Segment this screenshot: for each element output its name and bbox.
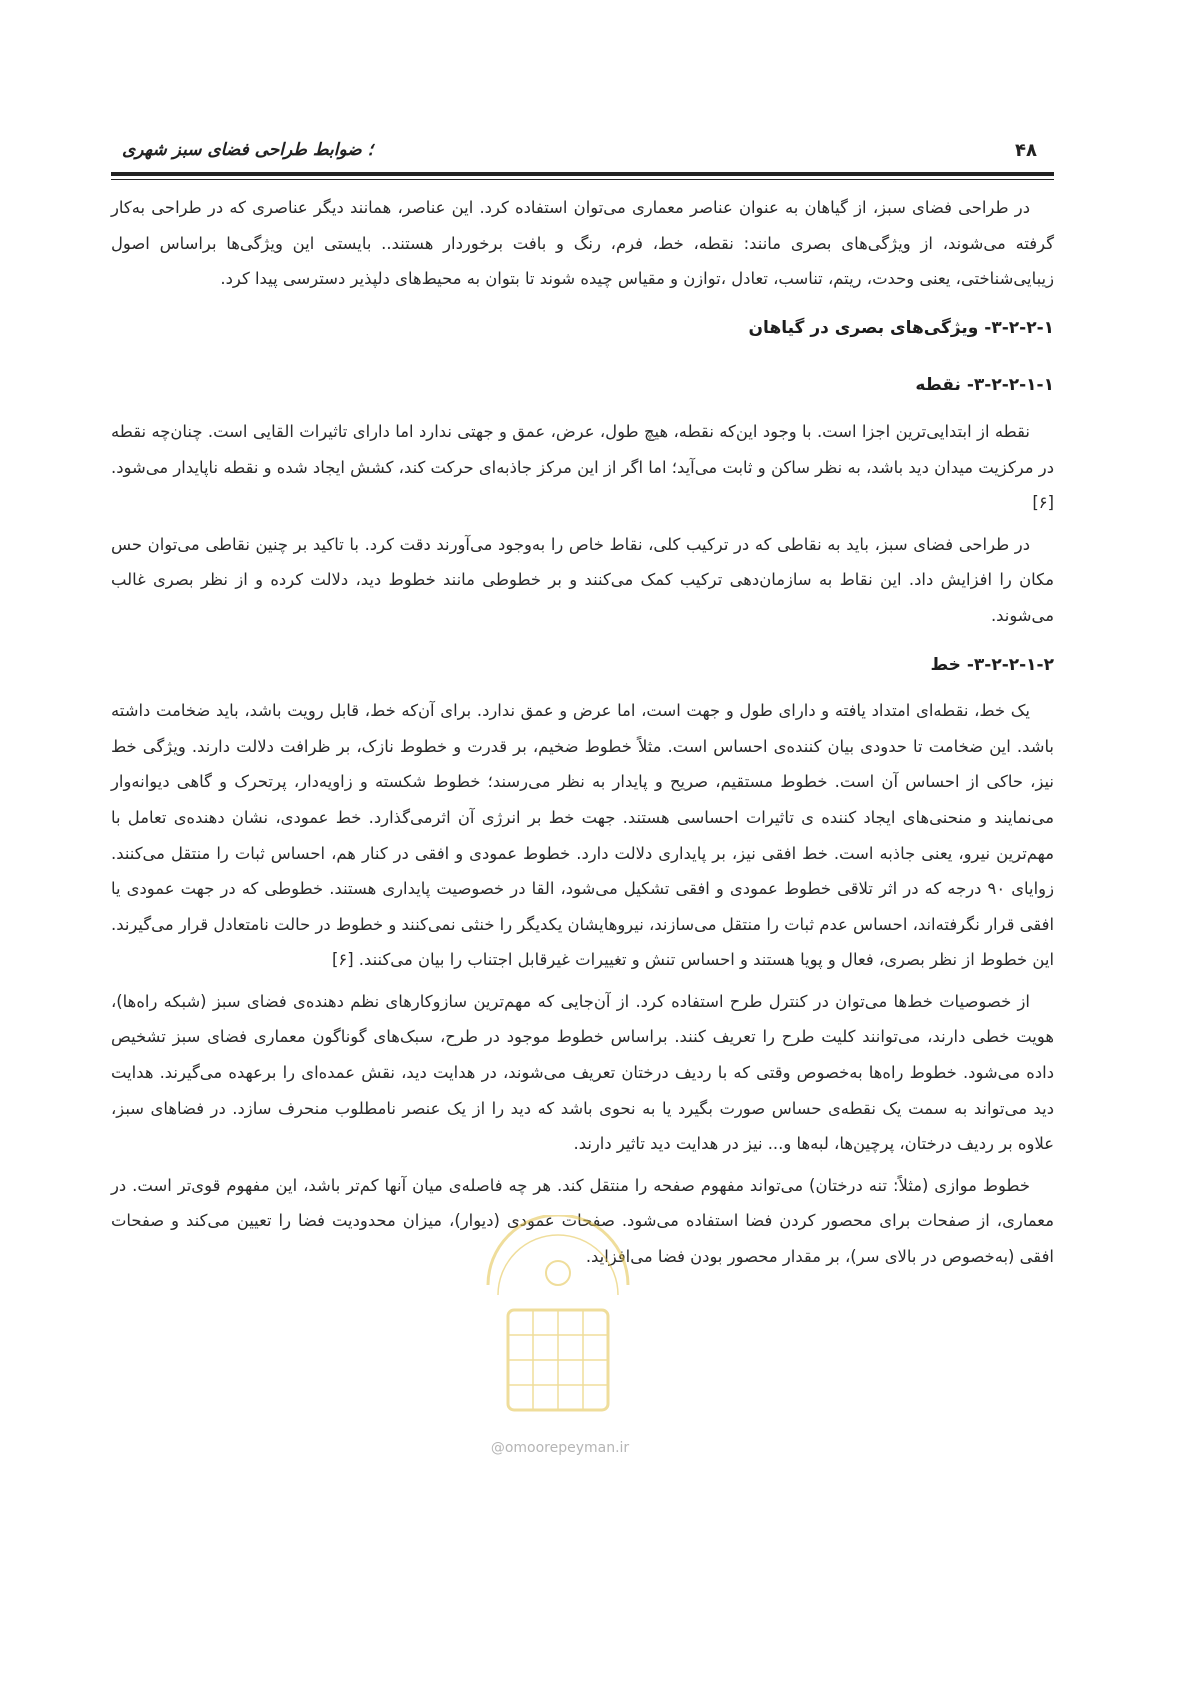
watermark-logo-icon <box>468 1215 648 1465</box>
header-rule-thick <box>111 172 1054 176</box>
paragraph: در طراحی فضای سبز، باید به نقاطی که در ترکیب کلی، نقاط خاص را به‌وجود می‌آورند دقت کرد. با تاکید بر چنین نقاطی می‌توان حس مکان را افزایش داد. این نقاط به سازمان‌دهی ترکیب کمک می‌کنند و بر خطوطی مانند خطوط دید، دلالت کرده و از نظر بصری غالب می‌شوند. <box>111 534 1054 625</box>
body-text <box>111 190 1054 1281</box>
paragraph: در طراحی فضای سبز، از گیاهان به عنوان عناصر معماری می‌توان استفاده کرد. این عناصر، همانند دیگر عناصری که در طراحی به‌کار گرفته می‌شوند، از ویژگی‌های بصری مانند: نقطه، خط، فرم، رنگ و بافت برخوردار هستند.. بایستی این ویژگی‌ها براساس اصول زیبایی‌شناختی، یعنی وحدت، ریتم، تناسب، تعادل ،توازن و مقیاس چیده شوند تا بتوان به محیط‌های دلپذیر دسترسی پیدا کرد. <box>111 198 1054 289</box>
paragraph: از خصوصیات خط‌ها می‌توان در کنترل طرح استفاده کرد. از آن‌جایی که مهم‌ترین سازوکارهای نظم دهنده‌ی فضای سبز (شبکه راه‌ها)، هویت خطی دارند، می‌توانند کلیت طرح را تعریف کنند. براساس خطوط موجود در طرح، سبک‌های گوناگون معماری فضای سبز تشخیص داده می‌شود. خطوط راه‌ها به‌خصوص وقتی که با ردیف درختان تعریف می‌شوند، در هدایت دید، نقش عمده‌ای را برعهده می‌گیرند. هدایت دید می‌تواند به سمت یک نقطه‌ی حساس صورت بگیرد یا به نحوی باشد که دید را از یک عنصر نامطلوب منحرف سازد. در فضاهای سبز، علاوه بر ردیف درختان، پرچین‌ها، لبه‌ها و... نیز در هدایت دید تاثیر دارند. <box>111 991 1054 1154</box>
paragraph: نقطه از ابتدایی‌ترین اجزا است. با وجود این‌که نقطه، هیچ طول، عرض، عمق و جهتی ندارد اما دارای تاثیرات القایی است. چنان‌چه نقطه در مرکزیت میدان دید باشد، به نظر ساکن و ثابت می‌آید؛ اما اگر از این مرکز جاذبه‌ای حرکت کند، کشش ایجاد شده و نقطه ناپایدار می‌شود. [۶] <box>111 421 1054 513</box>
paragraph: خطوط موازی (مثلاً: تنه درختان) می‌تواند مفهوم صفحه را منتقل کند. هر چه فاصله‌ی میان آنها کم‌تر باشد، این مفهوم قوی‌تر است. در معماری، از صفحات برای محصور کردن فضا استفاده می‌شود. صفحات عمودی (دیوار)، میزان محدودیت فضا را تعیین می‌کند و صفحات افقی (به‌خصوص در بالای سر)، بر مقدار محصور بودن فضا می‌افزاید. <box>111 1175 1054 1267</box>
paragraph: یک خط، نقطه‌ای امتداد یافته و دارای طول و جهت است، اما عرض و عمق ندارد. برای آن‌که خط، قابل رویت باشد، باید ضخامت داشته باشد. این ضخامت تا حدودی بیان کننده‌ی احساس است. مثلاً خطوط ضخیم، بر قدرت و خطوط نازک، بر ظرافت دلالت دارند. ویژگی خط نیز، حاکی از احساس آن است. خطوط مستقیم، صریح و پایدار به نظر می‌رسند؛ خطوط شکسته و زاویه‌دار، پرتحرک و گاهی دیوانه‌وار می‌نمایند و منحنی‌های ایجاد کننده ی تاثیرات احساسی هستند. جهت خط بر انرژی آن اثرمی‌گذارد. خط عمودی، نشان دهنده‌ی تعامل با مهم‌ترین نیرو، یعنی جاذبه است. خط افقی نیز، بر پایداری دلالت دارد. خطوط عمودی و افقی در کنار هم، احساس ثبات را منتقل می‌کنند. زوایای ۹۰ درجه که در اثر تلاقی خطوط عمودی و افقی تشکیل می‌شود، القا در خصوصیت پایداری هستند. خطوطی که در جهت عمودی یا افقی قرار نگرفته‌اند، احساس عدم ثبات را منتقل می‌سازند، نیروهایشان یکدیگر را خنثی نمی‌کنند و خطوط در حالت نامتعادل قرار می‌گیرند. این خطوط از نظر بصری، فعال و پویا هستند و احساس تنش و تغییرات غیرقابل اجتناب را بیان می‌کنند. [۶] <box>111 701 1054 970</box>
watermark-site-text: @omoorepeyman.ir <box>490 1440 630 1456</box>
subsection-heading: ۳-۲-۲-۱-۲- خط <box>930 654 1054 675</box>
header-rule-thin <box>111 179 1054 180</box>
running-header-title: ؛ ضوابط طراحی فضای سبز شهری <box>122 140 373 160</box>
subsection-heading: ۳-۲-۲-۱-۱- نقطه <box>915 375 1054 396</box>
section-heading: ۳-۲-۲-۱- ویژگی‌های بصری در گیاهان <box>748 317 1054 338</box>
page-number: ۴۸ <box>1015 140 1037 161</box>
